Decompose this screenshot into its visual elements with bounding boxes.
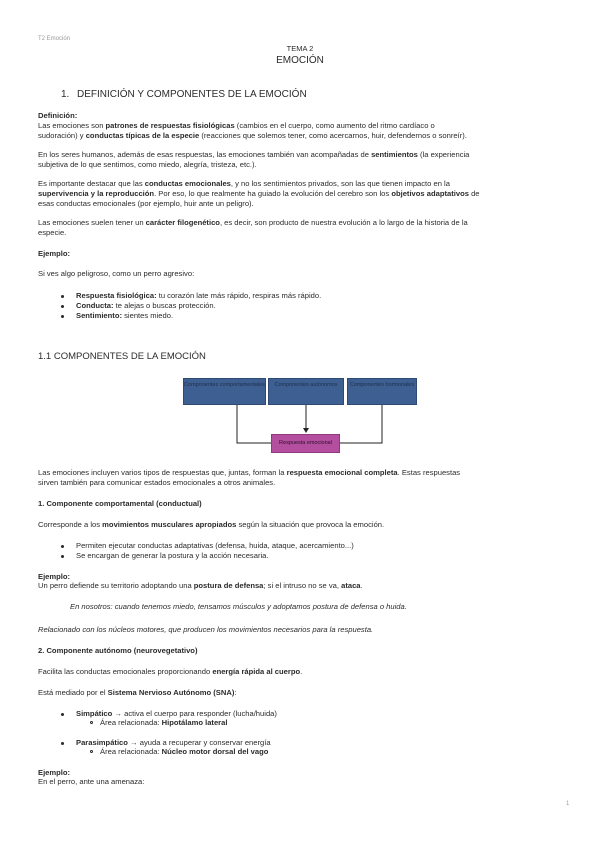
text: según la situación que provoca la emoción.	[236, 520, 385, 529]
emphasis: objetivos adaptativos	[391, 188, 469, 198]
emphasis: Respuesta fisiológica:	[76, 291, 157, 300]
text: ; si el intruso no se va,	[263, 581, 342, 590]
subsection-heading: 1.1 COMPONENTES DE LA EMOCIÓN	[38, 351, 206, 362]
text: Permiten ejecutar conductas adaptativas (defensa, huida, ataque, acercamiento...)	[76, 541, 354, 550]
text: → activa el cuerpo para responder (lucha/huida)	[112, 709, 277, 718]
text: tu corazón late más rápido, respiras más rápido.	[156, 291, 322, 300]
page-number: 1	[566, 801, 570, 807]
emphasis: ataca	[341, 581, 361, 590]
text: Área relacionada:	[100, 747, 162, 756]
text: te alejas o buscas protección.	[113, 301, 216, 310]
text: (cambios en el cuerpo, como aumento del ritmo cardíaco o	[234, 120, 435, 130]
emphasis: Sistema Nervioso Autónomo (SNA)	[107, 688, 235, 697]
connector-left	[237, 405, 272, 443]
text: (la experiencia	[417, 150, 470, 159]
box-autonomic: Componentes autónomos	[268, 378, 344, 405]
text: Las emociones son	[38, 120, 106, 130]
definition-label: Definición:	[38, 111, 78, 120]
text: (reacciones que solemos tener, como acercarnos, huir, defendernos o sonreír).	[199, 130, 467, 140]
text: Es importante destacar que las	[38, 179, 145, 188]
text: → ayuda a recuperar y conservar energía	[127, 738, 271, 747]
text: Corresponde a los	[38, 520, 103, 529]
text: sudoración) y	[38, 130, 86, 140]
emphasis: carácter filogenético	[145, 218, 220, 227]
component1-heading	[38, 499, 202, 509]
component1-related: Relacionado con los núcleos motores, que producen los movimientos necesarios para la respuesta.	[38, 625, 374, 634]
text: Un perro defiende su territorio adoptando una	[38, 581, 194, 590]
text: :	[234, 688, 237, 697]
emphasis: Sentimiento:	[76, 311, 122, 320]
component1-text	[38, 520, 384, 530]
sub-list-item	[100, 747, 268, 757]
text: . Por eso, lo que realmente ha guiado la evolución del cerebro son los	[154, 188, 392, 198]
box-behavioral: Componentes comportamentales	[183, 378, 266, 405]
list-item	[76, 551, 269, 561]
component2-example: En el perro, ante una amenaza:	[38, 777, 145, 786]
emphasis: movimientos musculares apropiados	[102, 520, 237, 529]
example-text: Si ves algo peligroso, como un perro agresivo:	[38, 269, 195, 278]
text: , es decir, son producto de nuestra evolución a lo largo de la historia de la	[219, 218, 468, 227]
box-hormonal: Componentes hormonales	[347, 378, 417, 405]
text: Las emociones suelen tener un	[38, 218, 146, 227]
text: .	[360, 581, 363, 590]
paragraph-components-intro	[38, 468, 578, 488]
emphasis: energía rápida al cuerpo	[212, 667, 301, 676]
emphasis: sentimientos	[371, 150, 418, 159]
text: sirven también para comunicar estados emocionales a otros animales.	[38, 477, 276, 487]
text: subjetiva de lo que sentimos, como miedo, alegría, tristeza, etc.).	[38, 159, 257, 169]
text: Ejemplo:	[38, 572, 71, 581]
emphasis: patrones de respuestas fisiológicas	[105, 120, 235, 130]
text: Facilita las conductas emocionales proporcionando	[38, 667, 213, 676]
emphasis: respuesta emocional completa	[286, 468, 398, 477]
sub-list-item	[100, 718, 227, 728]
section-number: 1.	[61, 89, 70, 100]
text: esas conductas emocionales (por ejemplo, huir ante un peligro).	[38, 198, 254, 208]
emphasis: Hipotálamo lateral	[161, 718, 228, 727]
emphasis: Conducta:	[76, 301, 114, 310]
text: . Estas respuestas	[397, 468, 461, 477]
emphasis: postura de defensa	[193, 581, 264, 590]
text: En los seres humanos, además de esas respuestas, las emociones también van acompañadas de	[38, 150, 372, 159]
text: Área relacionada:	[100, 718, 162, 727]
topic-label: TEMA 2	[286, 44, 314, 53]
emphasis: conductas típicas de la especie	[85, 130, 200, 140]
emphasis: Simpático	[76, 709, 113, 718]
section-heading: DEFINICIÓN Y COMPONENTES DE LA EMOCIÓN	[77, 89, 307, 100]
text: sientes miedo.	[122, 311, 174, 320]
box-emotional-response: Respuesta emocional	[271, 434, 340, 453]
connector-right	[340, 405, 382, 443]
text: especie.	[38, 227, 67, 237]
text: Las emociones incluyen varios tipos de respuestas que, juntas, forman la	[38, 468, 287, 477]
emphasis: Parasimpático	[76, 738, 128, 747]
text: Está mediado por el	[38, 688, 108, 697]
text: Se encargan de generar la postura y la acción necesaria.	[76, 551, 269, 560]
text: 1. Componente comportamental (conductual)	[38, 499, 202, 508]
emphasis: Núcleo motor dorsal del vago	[161, 747, 269, 756]
text: de	[468, 188, 480, 198]
emphasis: supervivencia y la reproducción	[38, 188, 155, 198]
component2-text	[38, 667, 302, 677]
text: 2. Componente autónomo (neurovegetativo)	[38, 646, 198, 655]
text: , y no los sentimientos privados, son las que tienen impacto en la	[230, 179, 450, 188]
component2-heading	[38, 646, 197, 656]
text: Ejemplo:	[38, 249, 71, 258]
component1-note: En nosotros: cuando tenemos miedo, tensamos músculos y adoptamos postura de defensa o huida.	[70, 602, 407, 611]
component2-sna	[38, 688, 237, 698]
emphasis: conductas emocionales	[144, 179, 231, 188]
list-item	[76, 541, 354, 551]
text: .	[300, 667, 303, 676]
running-title: T2 Emoción	[38, 36, 71, 42]
arrow-head	[303, 428, 309, 433]
component1-example	[38, 581, 363, 591]
page-title: EMOCIÓN	[276, 55, 324, 66]
text: Ejemplo:	[38, 768, 71, 777]
